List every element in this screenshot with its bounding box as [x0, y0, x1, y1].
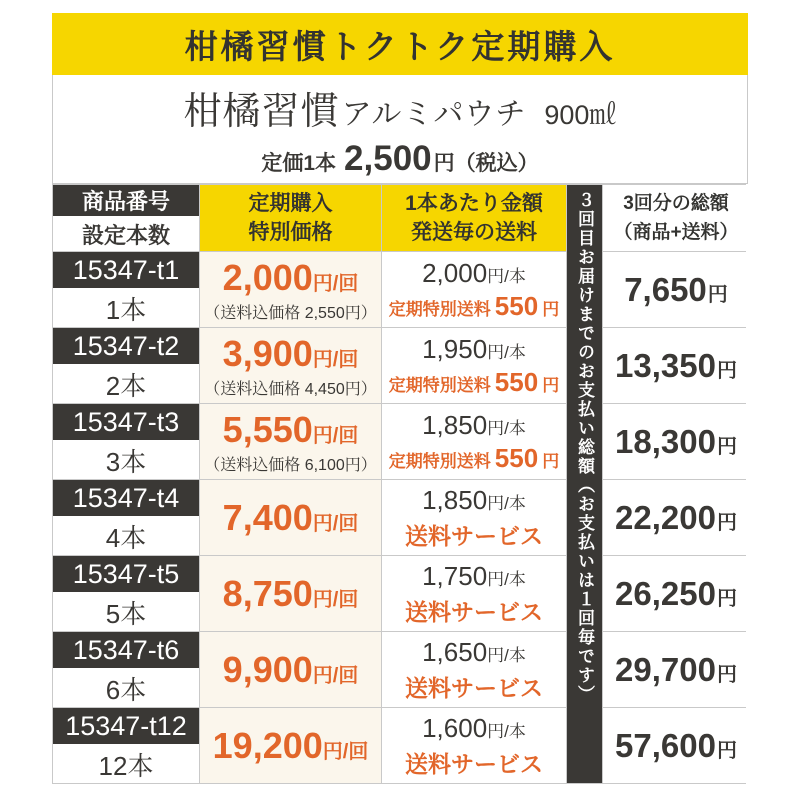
per-bottle-price: 1,750: [422, 560, 488, 591]
per-bottle-price: 1,850: [422, 409, 488, 440]
per-bottle-price: 2,000: [422, 257, 488, 288]
product-volume: 900㎖: [544, 99, 617, 130]
shipping-fee: 定期特別送料 550 円: [388, 442, 560, 473]
subscription-price-cell: 5,550 円/回 （送料込価格 6,100円）: [200, 404, 381, 479]
product-code: 15347-t5: [53, 556, 199, 594]
total-cell: 22,200 円: [603, 480, 749, 555]
bottle-count: 3本: [53, 442, 199, 479]
total-cell: 57,600 円: [603, 708, 749, 783]
pricing-table: [52, 184, 746, 784]
table-row-id: [53, 480, 199, 555]
header-product-code-label: 商品番号: [53, 185, 199, 218]
list-price: [261, 139, 538, 179]
price-with-shipping-note: （送料込価格 4,450円）: [204, 380, 377, 398]
per-bottle-price: 1,950: [422, 333, 488, 364]
product-title: [184, 80, 617, 135]
subscription-price: 5,550: [222, 408, 313, 450]
shipping-fee: 定期特別送料 550 円: [388, 366, 560, 397]
header-bottle-count-label: 設定本数: [53, 218, 199, 251]
total-price: 13,350: [615, 346, 716, 384]
per-bottle-cell: 1,950 円/本 定期特別送料 550 円: [382, 328, 566, 403]
header-total: 3回分の総額 （商品+送料）: [603, 185, 749, 251]
product-name: 柑橘習慣: [183, 90, 340, 133]
shipping-free-service: 送料サービス: [405, 598, 543, 625]
subscription-price-cell: 8,750 円/回: [200, 556, 381, 631]
product-variant: アルミパウチ: [341, 97, 527, 131]
bottle-count: 6本: [53, 670, 199, 707]
per-bottle-cell: 1,650 円/本 送料サービス: [382, 632, 566, 707]
total-price: 7,650: [624, 270, 707, 308]
per-bottle-cell: 1,750 円/本 送料サービス: [382, 556, 566, 631]
per-bottle-cell: 1,850 円/本 定期特別送料 550 円: [382, 404, 566, 479]
total-price: 22,200: [615, 498, 716, 536]
list-price-value: 2,500: [344, 138, 432, 178]
promo-sheet: [52, 13, 748, 784]
per-bottle-cell: 1,600 円/本 送料サービス: [382, 708, 566, 783]
banner-title: 柑橘習慣トクトク定期購入: [184, 27, 616, 65]
bottle-count: 1本: [53, 290, 199, 327]
subscription-price-cell: 3,900 円/回 （送料込価格 4,450円）: [200, 328, 381, 403]
total-price: 57,600: [615, 726, 716, 764]
subscription-price: 8,750: [222, 572, 313, 614]
banner: [52, 13, 748, 75]
header-subscription-price: 定期購入 特別価格: [200, 185, 381, 251]
total-price: 29,700: [615, 650, 716, 688]
header-per-bottle: 1本あたり金額 発送毎の送料: [382, 185, 566, 251]
subscription-price: 2,000: [222, 256, 313, 298]
table-row-id: [53, 252, 199, 327]
total-cell: 26,250 円: [603, 556, 749, 631]
bottle-count: 2本: [53, 366, 199, 403]
bottle-count: 4本: [53, 518, 199, 555]
subscription-price-cell: 9,900 円/回: [200, 632, 381, 707]
subscription-price-cell: 2,000 円/回 （送料込価格 2,550円）: [200, 252, 381, 327]
per-bottle-price: 1,650: [422, 636, 488, 667]
subscription-price-cell: 7,400 円/回: [200, 480, 381, 555]
product-header: [52, 75, 748, 184]
table-row-id: [53, 328, 199, 403]
product-code: 15347-t4: [53, 480, 199, 518]
per-bottle-price: 1,850: [422, 484, 488, 515]
product-code: 15347-t6: [53, 632, 199, 670]
table-row-id: [53, 404, 199, 479]
list-price-prefix: 定価1本: [261, 151, 337, 175]
shipping-free-service: 送料サービス: [405, 674, 543, 701]
total-price: 18,300: [615, 422, 716, 460]
shipping-free-service: 送料サービス: [405, 750, 543, 777]
subscription-price: 3,900: [222, 332, 313, 374]
total-price: 26,250: [615, 574, 716, 612]
product-code: 15347-t2: [53, 328, 199, 366]
product-code: 15347-t1: [53, 252, 199, 290]
table-row-id: [53, 556, 199, 631]
price-with-shipping-note: （送料込価格 2,550円）: [204, 304, 377, 322]
table-row-id: [53, 708, 199, 783]
table-row-id: [53, 632, 199, 707]
vertical-payment-note: ３回目お届けまでのお支払い総額（お支払いは１回毎です）: [575, 191, 594, 704]
subscription-price: 7,400: [222, 496, 313, 538]
product-code: 15347-t3: [53, 404, 199, 442]
per-bottle-cell: 1,850 円/本 送料サービス: [382, 480, 566, 555]
per-bottle-cell: 2,000 円/本 定期特別送料 550 円: [382, 252, 566, 327]
subscription-price: 19,200: [212, 724, 323, 766]
total-cell: 18,300 円: [603, 404, 749, 479]
subscription-price-cell: 19,200 円/回: [200, 708, 381, 783]
per-bottle-price: 1,600: [422, 712, 488, 743]
total-cell: 29,700 円: [603, 632, 749, 707]
product-code: 15347-t12: [53, 708, 199, 746]
shipping-free-service: 送料サービス: [405, 522, 543, 549]
subscription-price: 9,900: [222, 648, 313, 690]
vertical-payment-note-bar: [567, 185, 602, 783]
bottle-count: 12本: [53, 746, 199, 783]
list-price-suffix: 円（税込）: [433, 151, 539, 175]
total-cell: 13,350 円: [603, 328, 749, 403]
price-with-shipping-note: （送料込価格 6,100円）: [204, 456, 377, 474]
shipping-fee: 定期特別送料 550 円: [388, 290, 560, 321]
bottle-count: 5本: [53, 594, 199, 631]
header-product-code: [53, 185, 199, 251]
total-cell: 7,650 円: [603, 252, 749, 327]
